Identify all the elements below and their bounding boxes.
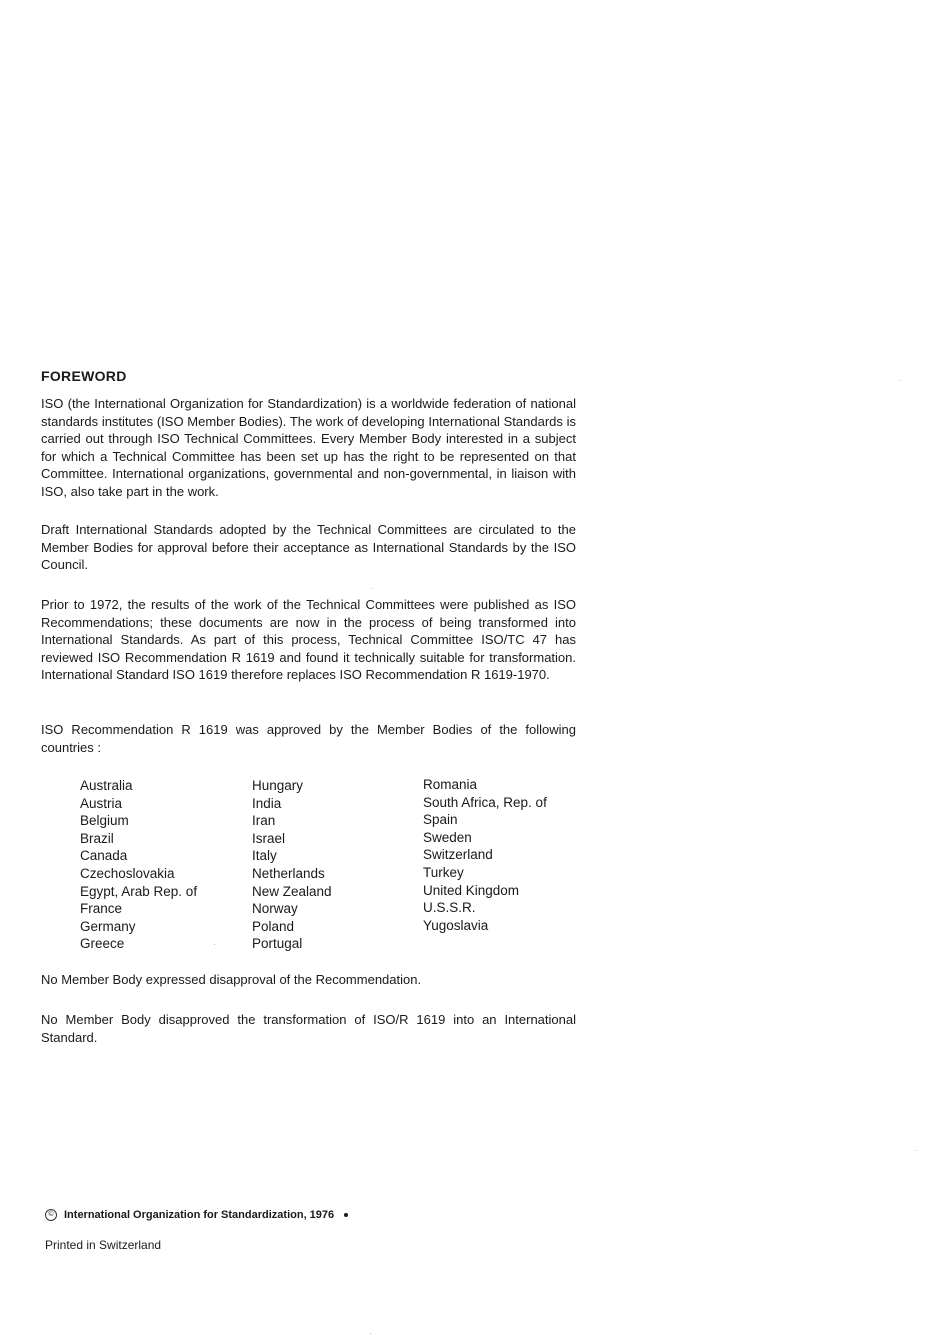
country-item: Czechoslovakia [80,865,175,881]
country-item: New Zealand [252,883,332,899]
bullet-dot-icon [344,1213,348,1217]
country-item: Italy [252,848,277,864]
foreword-paragraph-2: Draft International Standards adopted by the Technical Committees are circulated to the Member Bodies for approval before their acceptance as International Standards by the ISO Council. [41,522,576,572]
country-item: Spain [423,812,458,828]
country-item: Brazil [80,830,114,846]
country-item: Canada [80,848,128,864]
country-item: Yugoslavia [423,917,489,933]
country-item: United Kingdom [423,882,520,898]
country-item: Romania [423,777,478,792]
country-item: Poland [252,918,295,934]
country-item: France [80,901,123,917]
country-column-1 [80,777,197,953]
country-item: Sweden [423,829,472,845]
country-item: U.S.S.R. [423,900,476,916]
scan-speck [900,380,901,381]
country-item: Turkey [423,864,464,880]
country-item: Netherlands [252,865,325,881]
country-item: Israel [252,830,286,846]
copyright-text: International Organization for Standardization, 1976 [64,1209,335,1221]
country-item: Hungary [252,778,304,793]
country-item: India [252,795,282,811]
scan-speck [371,588,372,589]
country-item: Germany [80,918,136,934]
copyright-symbol: © [45,1209,57,1221]
country-item: Australia [80,778,133,793]
country-item: Iran [252,813,276,829]
transformation-paragraph: No Member Body disapproved the transformation of ISO/R 1619 into an International Standard. [41,1012,576,1045]
copyright-line [45,1209,348,1221]
no-disapproval-paragraph: No Member Body expressed disapproval of the Recommendation. [41,972,422,987]
country-item: South Africa, Rep. of [423,794,547,810]
foreword-paragraph-3: Prior to 1972, the results of the work of the Technical Committees were published as ISO Recommendations; these documents are now in the process of being transformed into International Standards. As part of this process, Technical Committee ISO/TC 47 has reviewed ISO Recommendation R 1619 and found it technically suitable for transformation. International Standard ISO 1619 therefore replaces ISO Recommendation R 1619-1970. [41,597,576,682]
country-item: Greece [80,936,125,952]
country-column-3 [423,776,547,934]
approval-intro-paragraph: ISO Recommendation R 1619 was approved by the Member Bodies of the following countries : [41,722,576,755]
scan-speck [915,1150,916,1151]
country-column-2 [252,777,332,953]
country-item: Austria [80,795,123,811]
printed-in-line: Printed in Switzerland [45,1238,162,1252]
foreword-paragraph-1: ISO (the International Organization for Standardization) is a worldwide federation of national standards institutes (ISO Member Bodies). The work of developing International Standards is carried out through ISO Technical Committees. Every Member Body interested in a subject for which a Technical Committee has been set up has the right to be represented on that Committee. International organizations, governmental and non-governmental, in liaison with ISO, also take part in the work. [41,396,576,499]
scan-speck [214,944,215,945]
country-item: Portugal [252,936,303,952]
foreword-heading: FOREWORD [41,368,127,384]
scan-speck [370,1333,371,1334]
country-item: Belgium [80,813,129,829]
country-item: Egypt, Arab Rep. of [80,883,198,899]
country-item: Norway [252,901,298,917]
country-item: Switzerland [423,847,493,863]
